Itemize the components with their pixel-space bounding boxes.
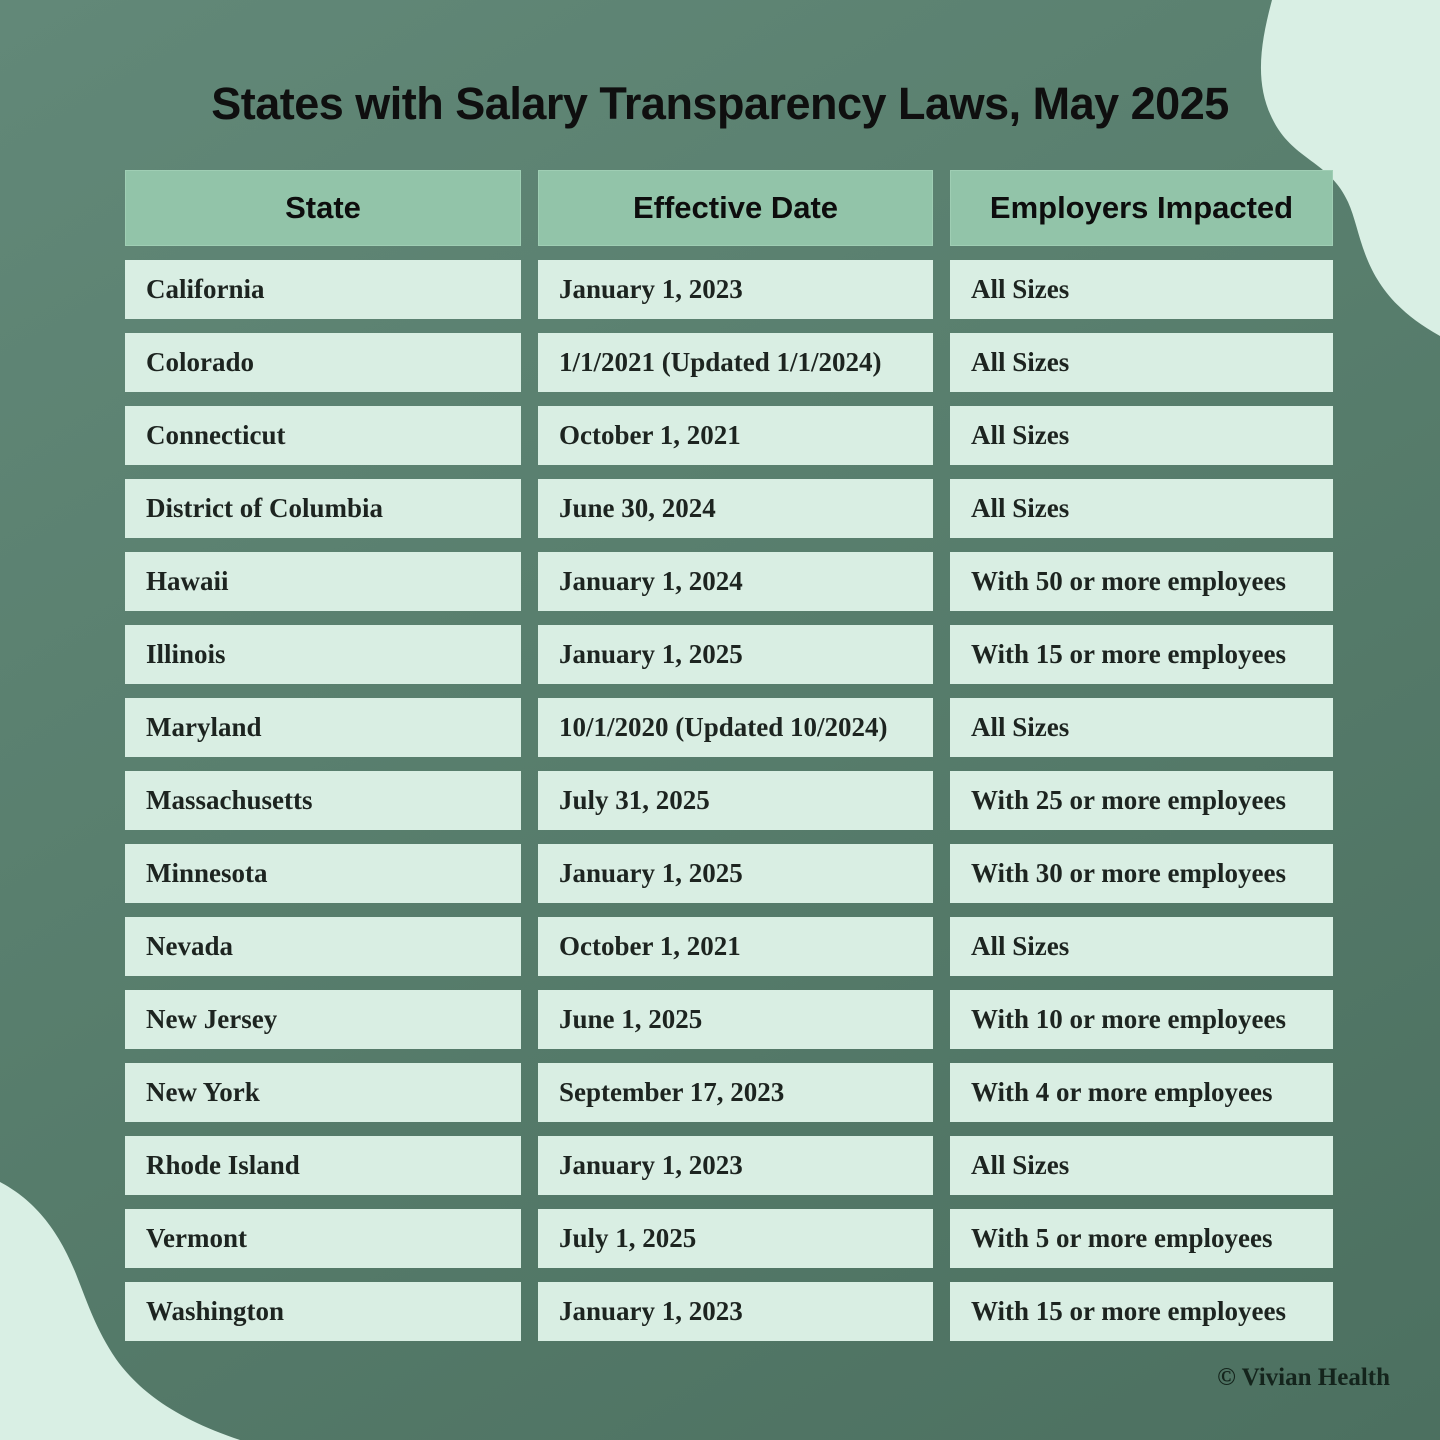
cell-state: Massachusetts <box>125 771 521 830</box>
cell-state: Nevada <box>125 917 521 976</box>
cell-employers-impacted: All Sizes <box>950 917 1333 976</box>
cell-state: Washington <box>125 1282 521 1341</box>
cell-effective-date: September 17, 2023 <box>538 1063 933 1122</box>
cell-effective-date: 1/1/2021 (Updated 1/1/2024) <box>538 333 933 392</box>
cell-effective-date: January 1, 2024 <box>538 552 933 611</box>
column-header-state: State <box>125 170 521 246</box>
cell-effective-date: October 1, 2021 <box>538 917 933 976</box>
cell-employers-impacted: All Sizes <box>950 333 1333 392</box>
cell-employers-impacted: All Sizes <box>950 406 1333 465</box>
cell-employers-impacted: All Sizes <box>950 698 1333 757</box>
cell-effective-date: July 1, 2025 <box>538 1209 933 1268</box>
cell-effective-date: 10/1/2020 (Updated 10/2024) <box>538 698 933 757</box>
cell-employers-impacted: With 50 or more employees <box>950 552 1333 611</box>
cell-employers-impacted: All Sizes <box>950 479 1333 538</box>
column-header-employers-impacted: Employers Impacted <box>950 170 1333 246</box>
cell-employers-impacted: All Sizes <box>950 260 1333 319</box>
cell-effective-date: July 31, 2025 <box>538 771 933 830</box>
cell-state: New York <box>125 1063 521 1122</box>
cell-state: Illinois <box>125 625 521 684</box>
cell-employers-impacted: With 25 or more employees <box>950 771 1333 830</box>
cell-effective-date: June 1, 2025 <box>538 990 933 1049</box>
cell-state: Minnesota <box>125 844 521 903</box>
cell-state: Maryland <box>125 698 521 757</box>
cell-effective-date: January 1, 2025 <box>538 625 933 684</box>
cell-employers-impacted: With 15 or more employees <box>950 1282 1333 1341</box>
cell-state: District of Columbia <box>125 479 521 538</box>
cell-state: New Jersey <box>125 990 521 1049</box>
cell-effective-date: June 30, 2024 <box>538 479 933 538</box>
cell-employers-impacted: With 5 or more employees <box>950 1209 1333 1268</box>
cell-effective-date: January 1, 2023 <box>538 1282 933 1341</box>
cell-state: California <box>125 260 521 319</box>
cell-employers-impacted: With 15 or more employees <box>950 625 1333 684</box>
cell-effective-date: January 1, 2023 <box>538 260 933 319</box>
cell-employers-impacted: All Sizes <box>950 1136 1333 1195</box>
credit-text: © Vivian Health <box>1217 1364 1390 1391</box>
cell-state: Vermont <box>125 1209 521 1268</box>
cell-employers-impacted: With 10 or more employees <box>950 990 1333 1049</box>
cell-state: Colorado <box>125 333 521 392</box>
cell-effective-date: January 1, 2023 <box>538 1136 933 1195</box>
cell-state: Rhode Island <box>125 1136 521 1195</box>
cell-employers-impacted: With 4 or more employees <box>950 1063 1333 1122</box>
column-header-effective-date: Effective Date <box>538 170 933 246</box>
cell-state: Connecticut <box>125 406 521 465</box>
cell-state: Hawaii <box>125 552 521 611</box>
cell-employers-impacted: With 30 or more employees <box>950 844 1333 903</box>
page-title: States with Salary Transparency Laws, May 2025 <box>211 78 1229 129</box>
salary-transparency-table <box>125 170 1333 1341</box>
cell-effective-date: October 1, 2021 <box>538 406 933 465</box>
cell-effective-date: January 1, 2025 <box>538 844 933 903</box>
